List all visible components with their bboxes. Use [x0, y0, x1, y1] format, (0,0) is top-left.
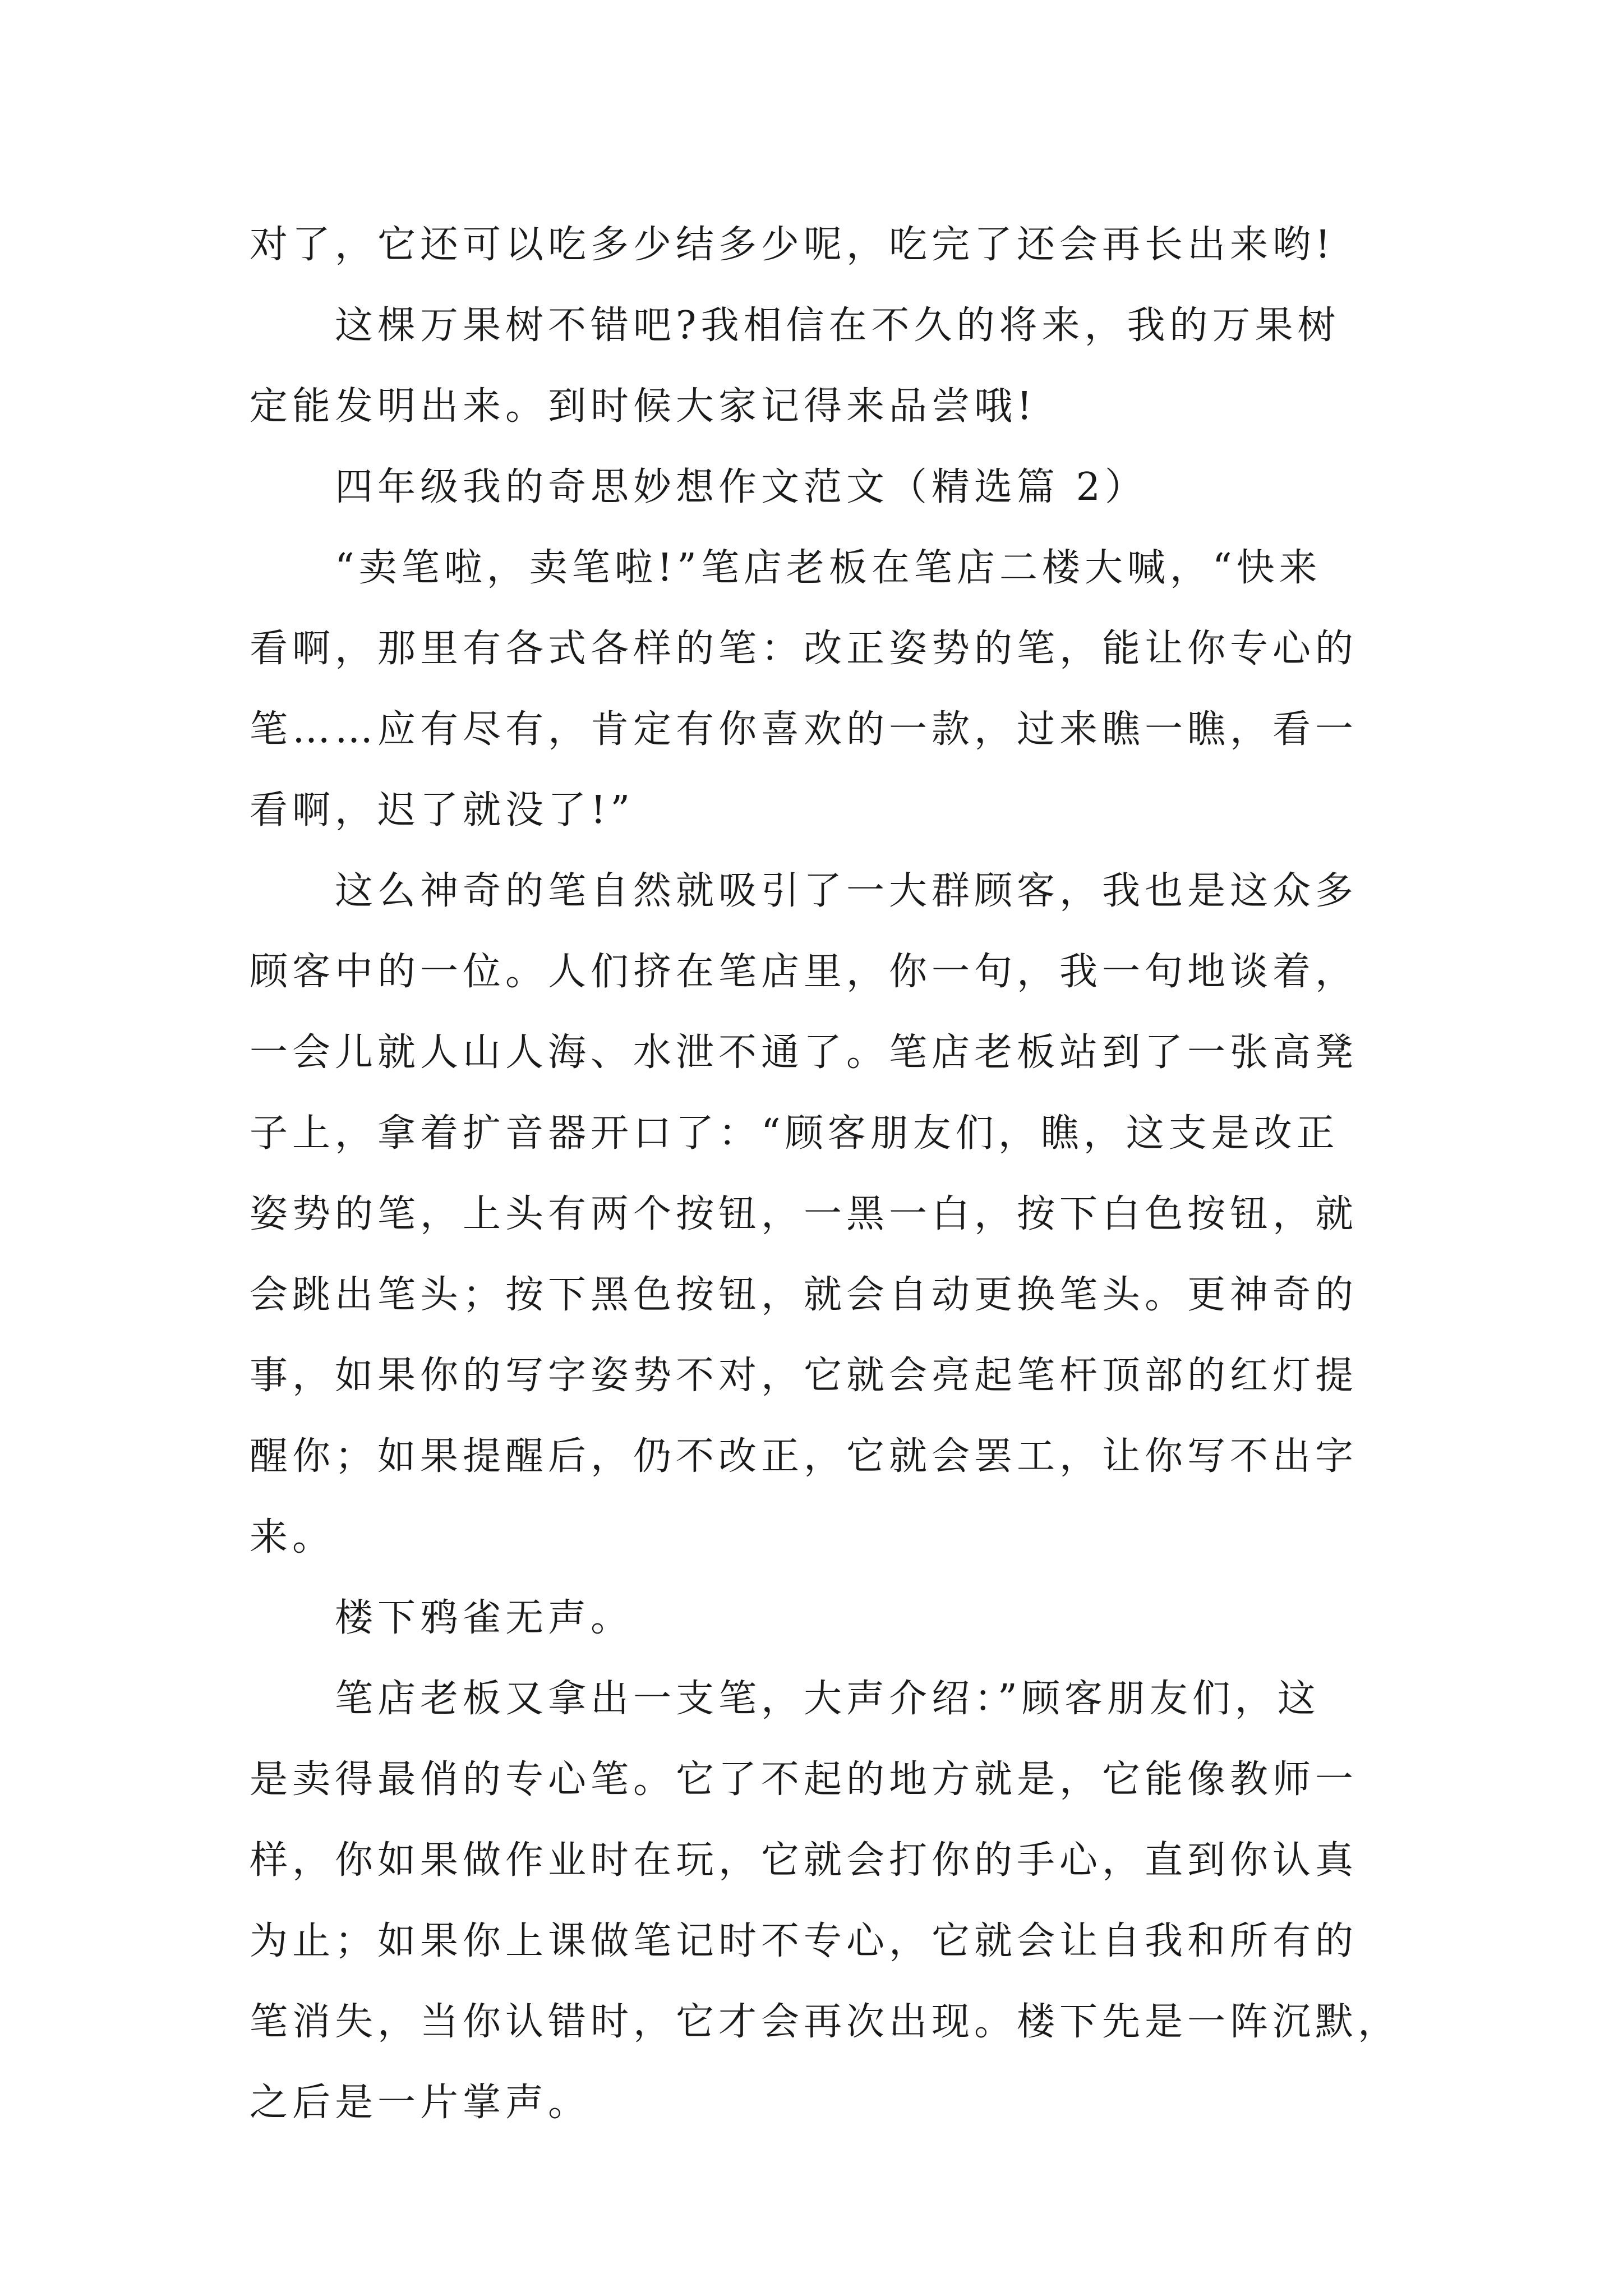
text-line: 定能发明出来。到时候大家记得来品尝哦!	[250, 384, 1037, 429]
text-line: 样，你如果做作业时在玩，它就会打你的手心，直到你认真	[250, 1838, 1358, 1883]
text-line: 这棵万果树不错吧?我相信在不久的将来，我的万果树	[335, 303, 1340, 348]
text-line: 是卖得最俏的专心笔。它了不起的地方就是，它能像教师一	[250, 1757, 1358, 1802]
text-line: 看啊，迟了就没了!”	[250, 788, 635, 832]
text-line: 笔……应有尽有，肯定有你喜欢的一款，过来瞧一瞧，看一	[250, 707, 1358, 752]
text-line: 顾客中的一位。人们挤在笔店里，你一句，我一句地谈着，	[250, 950, 1358, 994]
text-line: 看啊，那里有各式各样的笔：改正姿势的笔，能让你专心的	[250, 627, 1358, 671]
text-line: “卖笔啦，卖笔啦!”笔店老板在笔店二楼大喊，“快来	[335, 546, 1322, 590]
text-line: 之后是一片掌声。	[250, 2081, 591, 2125]
paragraph	[250, 1578, 1382, 1659]
text-line: 这么神奇的笔自然就吸引了一大群顾客，我也是这众多	[335, 869, 1358, 913]
text-line: 一会儿就人山人海、水泄不通了。笔店老板站到了一张高凳	[250, 1030, 1358, 1075]
text-line: 笔店老板又拿出一支笔，大声介绍：”顾客朋友们，这	[335, 1677, 1320, 1721]
paragraph	[250, 528, 1382, 851]
text-line: 对了，它还可以吃多少结多少呢，吃完了还会再长出来哟!	[250, 223, 1335, 267]
text-line: 会跳出笔头；按下黑色按钮，就会自动更换笔头。更神奇的	[250, 1273, 1358, 1317]
text-line: 姿势的笔，上头有两个按钮，一黑一白，按下白色按钮，就	[250, 1192, 1358, 1236]
text-line: 来。	[250, 1515, 335, 1559]
paragraph	[250, 447, 1382, 528]
document-body	[250, 205, 1401, 2143]
text-line: 楼下鸦雀无声。	[335, 1596, 634, 1640]
text-line: 醒你；如果提醒后，仍不改正，它就会罢工，让你写不出字	[250, 1434, 1358, 1479]
text-line: 笔消失，当你认错时，它才会再次出现。楼下先是一阵沉默，	[250, 2000, 1401, 2044]
paragraph	[250, 851, 1382, 1578]
text-line: 为止；如果你上课做笔记时不专心，它就会让自我和所有的	[250, 1919, 1358, 1963]
paragraph	[250, 205, 1382, 286]
text-line: 事，如果你的写字姿势不对，它就会亮起笔杆顶部的红灯提	[250, 1354, 1358, 1398]
text-line: 子上，拿着扩音器开口了：“顾客朋友们，瞧，这支是改正	[250, 1111, 1339, 1156]
paragraph	[250, 286, 1382, 447]
text-line: 四年级我的奇思妙想作文范文（精选篇 2）	[335, 465, 1147, 509]
paragraph	[250, 1659, 1401, 2143]
